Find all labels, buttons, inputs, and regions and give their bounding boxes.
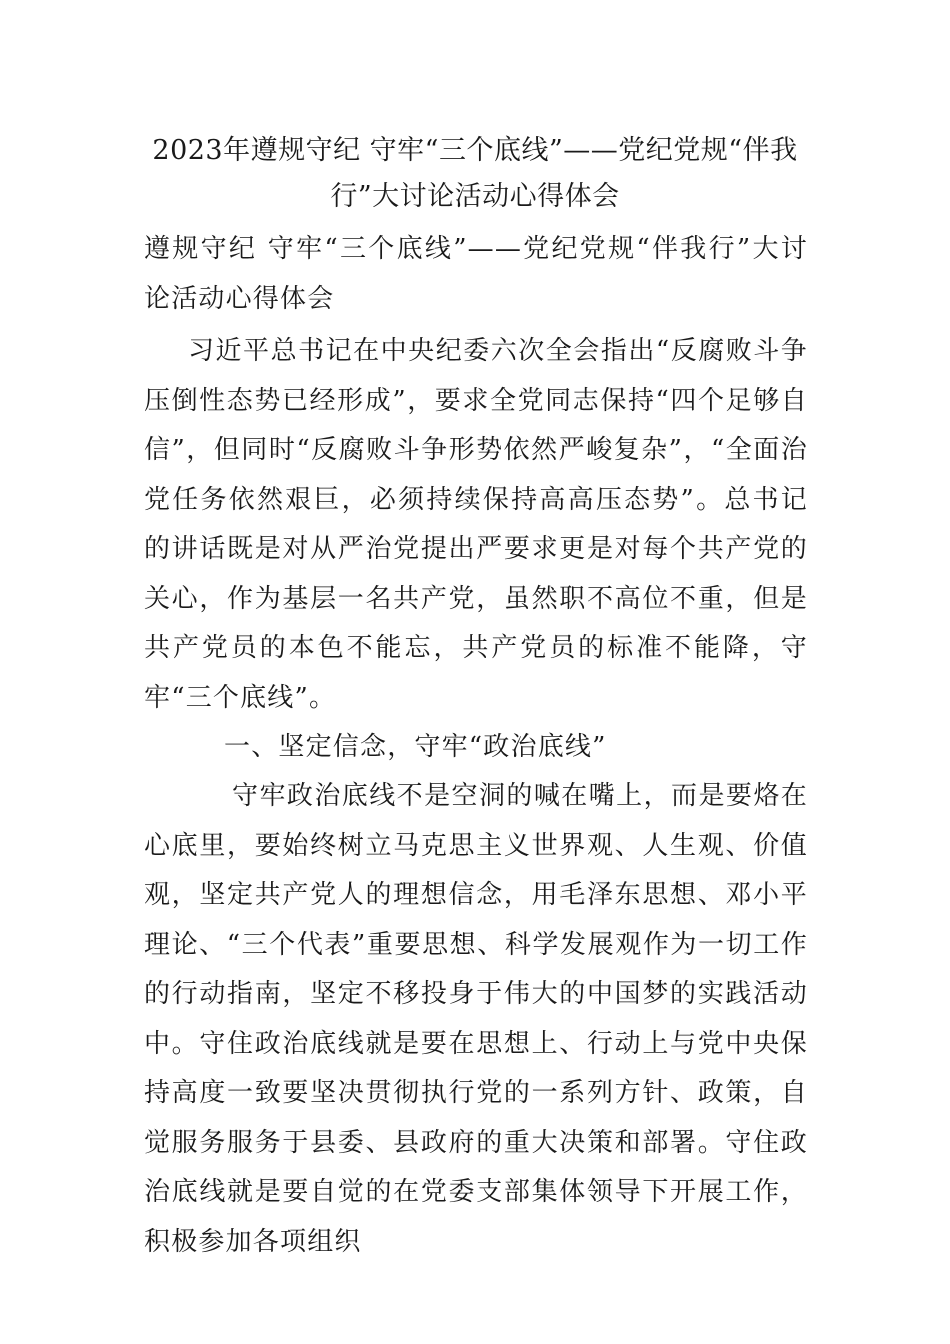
- paragraph-political-bottom-line: 守牢政治底线不是空洞的喊在嘴上，而是要烙在心底里，要始终树立马克思主义世界观、人生观、价值观，坚定共产党人的理想信念，用毛泽东思想、邓小平理论、“三个代表”重要思想、科学发展观作为一切工作的行动指南，坚定不移投身于伟大的中国梦的实践活动中。守住政治底线就是要在思想上、行动上与党中央保持高度一致要坚决贯彻执行党的一系列方针、政策，自觉服务服务于县委、县政府的重大决策和部署。守住政治底线就是要自觉的在党委支部集体领导下开展工作，积极参加各项组织: [144, 781, 808, 1257]
- paragraph-intro: 习近平总书记在中央纪委六次全会指出“反腐败斗争压倒性态势已经形成”，要求全党同志保持“四个足够自信”，但同时“反腐败斗争形势依然严峻复杂”，“全面治党任务依然艰巨，必须持续保持高高压态势”。总书记的讲话既是对从严治党提出严要求更是对每个共产党的关心，作为基层一名共产党，虽然职不高位不重，但是共产党员的本色不能忘，共产党员的标准不能降，守牢“三个底线”。: [144, 336, 808, 713]
- section-heading-political-bottom-line: 一、坚定信念，守牢“政治底线”: [224, 732, 607, 762]
- document-title: 2023年遵规守纪 守牢“三个底线”——党纪党规“伴我行”大讨论活动心得体会: [152, 135, 798, 212]
- document-subtitle: 遵规守纪 守牢“三个底线”——党纪党规“伴我行”大讨论活动心得体会: [144, 234, 808, 314]
